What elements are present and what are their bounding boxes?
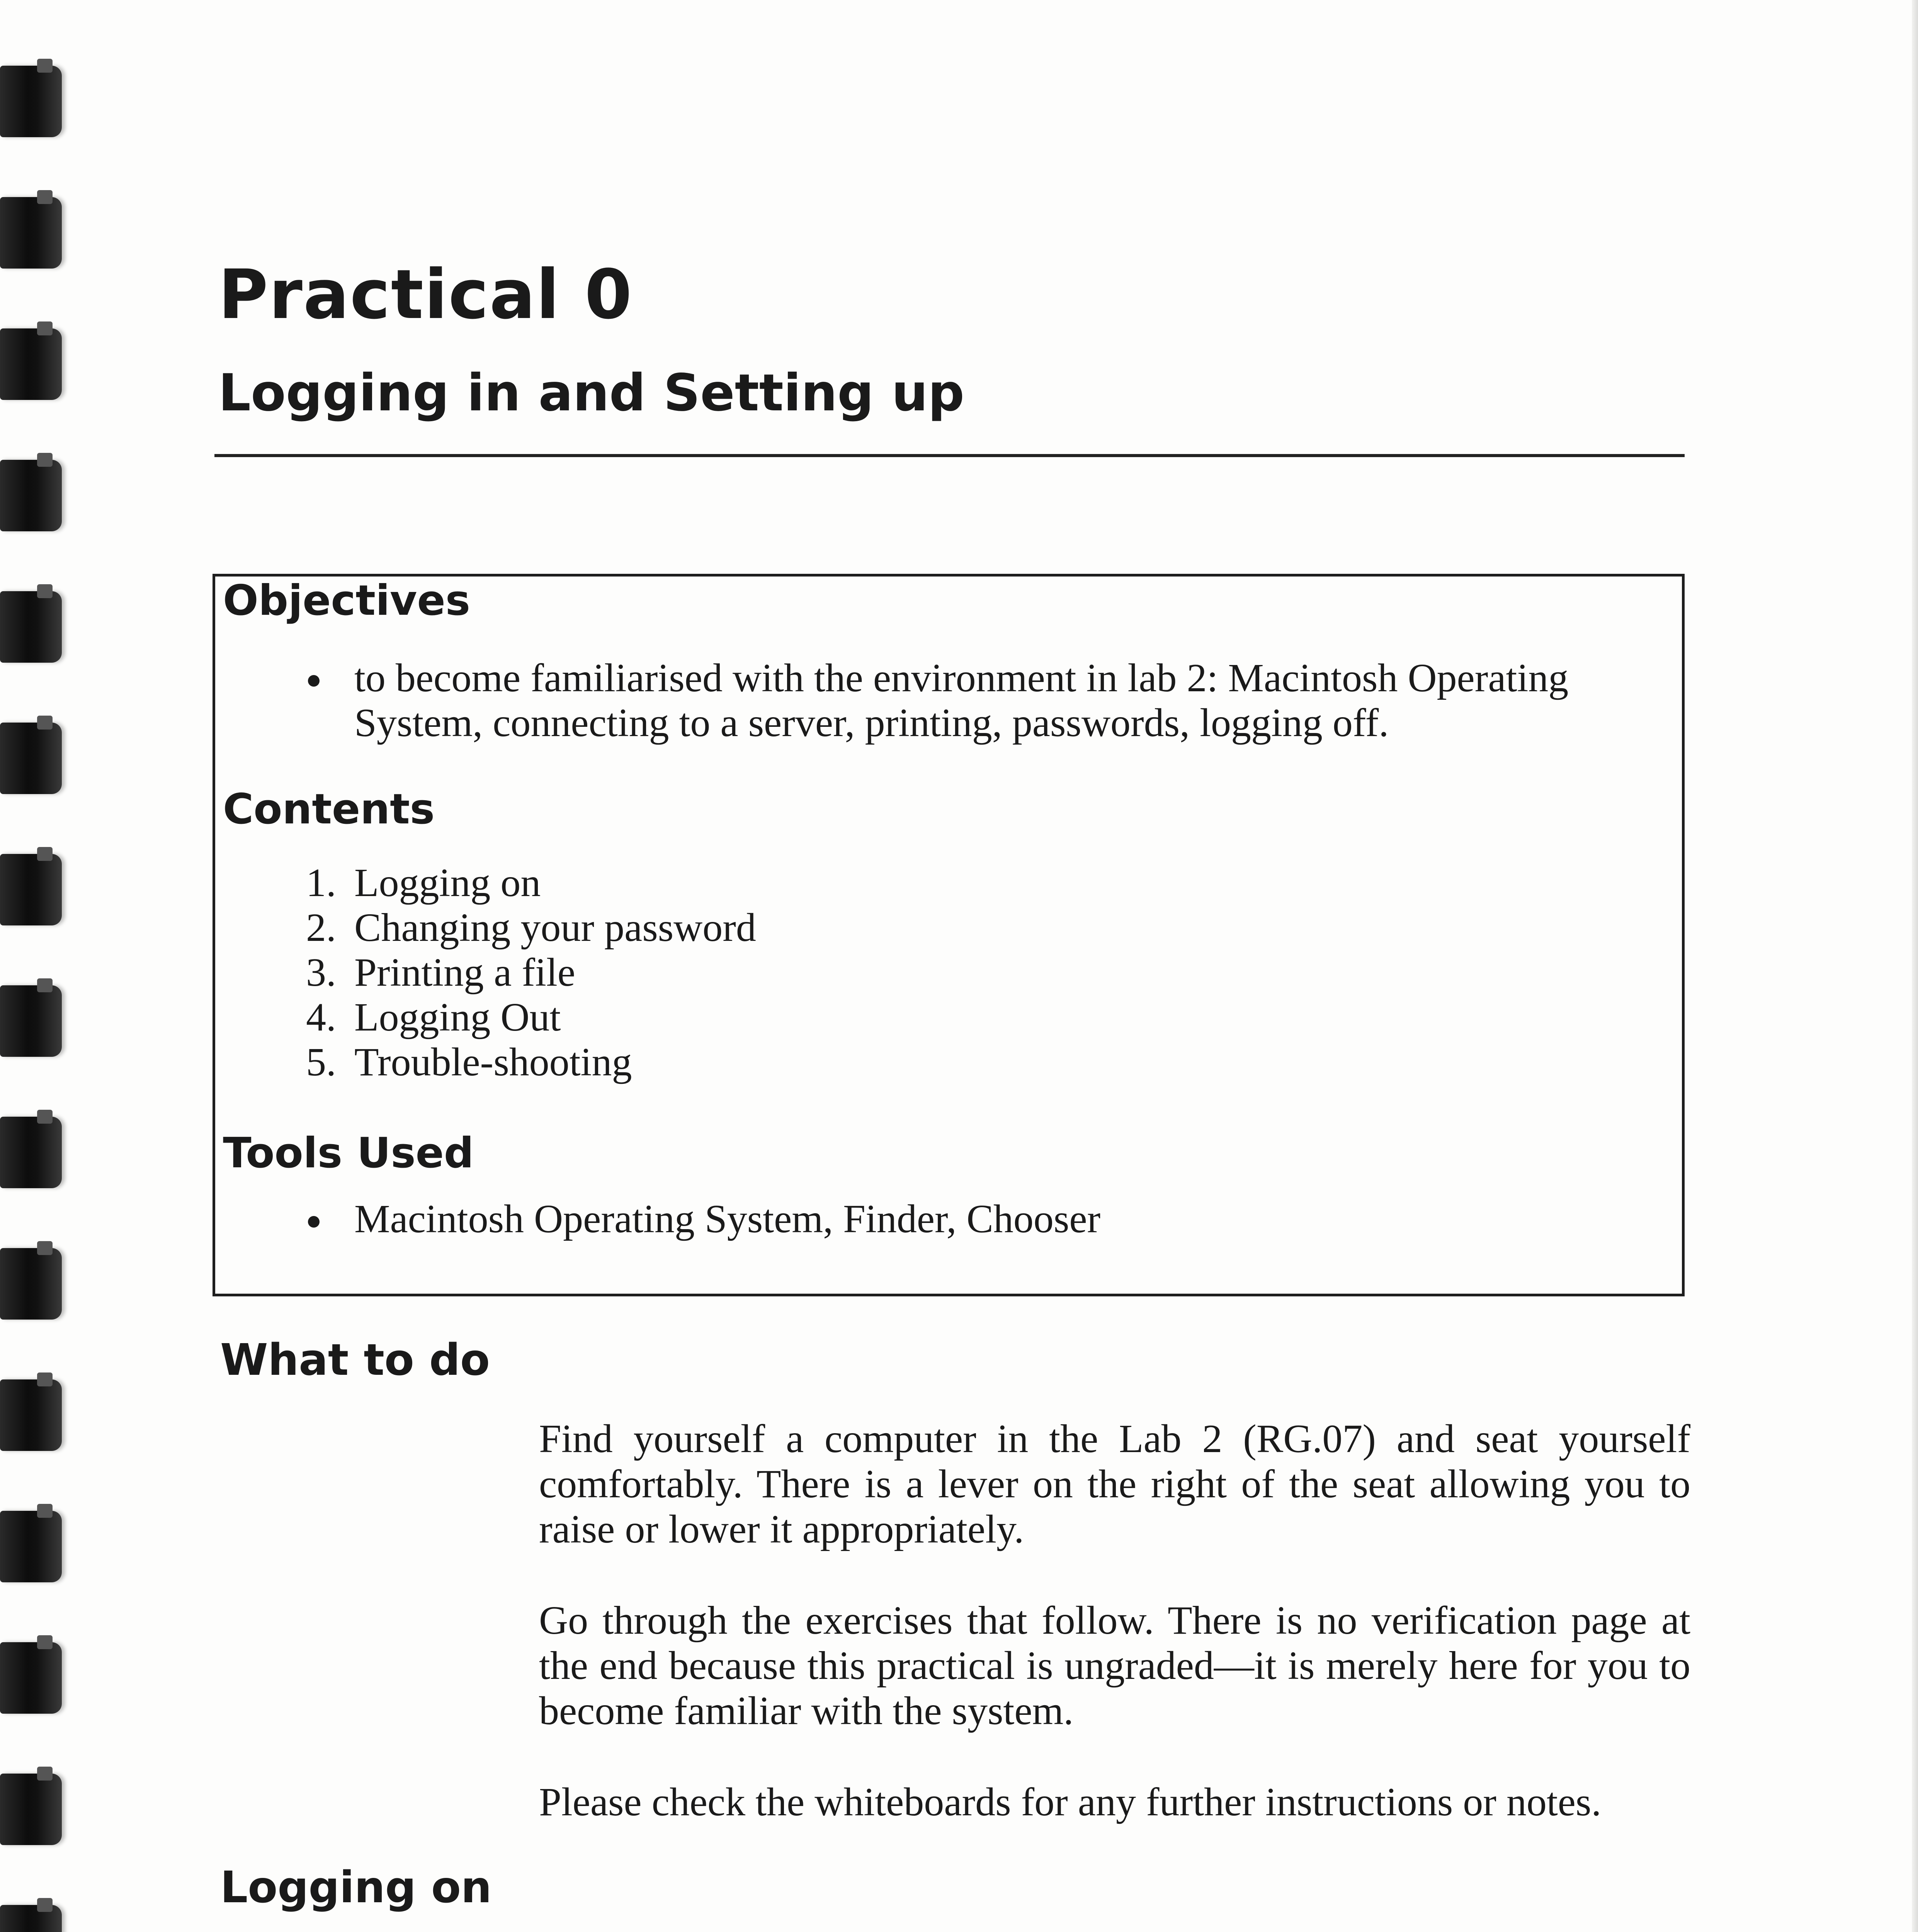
summary-box xyxy=(213,574,1685,1296)
binding-ring xyxy=(0,723,62,794)
binding-ring xyxy=(0,197,62,269)
page-title: Practical 0 xyxy=(218,255,633,334)
bullet-icon xyxy=(308,1216,320,1228)
page-subtitle: Logging in and Setting up xyxy=(218,363,965,423)
binding-ring xyxy=(0,591,62,663)
title-divider xyxy=(214,454,1685,457)
tools-item: Macintosh Operating System, Finder, Chooser xyxy=(354,1197,1101,1241)
logging-on-heading: Logging on xyxy=(220,1862,492,1913)
binding-ring xyxy=(0,460,62,531)
contents-item: Changing your password xyxy=(354,905,756,950)
tools-heading: Tools Used xyxy=(223,1129,474,1177)
what-to-do-heading: What to do xyxy=(220,1335,490,1385)
contents-item: Trouble-shooting xyxy=(354,1040,632,1084)
contents-number: 1. xyxy=(306,861,336,905)
contents-number: 4. xyxy=(306,995,336,1039)
what-to-do-paragraph: Please check the whiteboards for any further instructions or notes. xyxy=(539,1780,1602,1824)
binding-ring xyxy=(0,1905,62,1932)
contents-item: Logging Out xyxy=(354,995,561,1039)
objective-item: to become familiarised with the environment in lab 2: Macintosh Operating System, connecting to a server, printing, passwords, logging off. xyxy=(354,656,1569,745)
binding-ring xyxy=(0,1248,62,1320)
contents-number: 2. xyxy=(306,905,336,950)
binding-ring xyxy=(0,1511,62,1582)
binding-ring xyxy=(0,985,62,1057)
binding-ring xyxy=(0,66,62,137)
page-edge-right xyxy=(1912,0,1918,1932)
contents-heading: Contents xyxy=(223,785,435,833)
what-to-do-paragraph: Go through the exercises that follow. There is no verification page at the end because this practical is ungraded—it is merely here for you to become familiar with the system. xyxy=(539,1598,1690,1733)
binding-ring xyxy=(0,1379,62,1451)
contents-item: Printing a file xyxy=(354,950,575,995)
spiral-binding xyxy=(0,0,73,1932)
binding-ring xyxy=(0,1774,62,1845)
binding-ring xyxy=(0,328,62,400)
contents-number: 3. xyxy=(306,950,336,995)
binding-ring xyxy=(0,854,62,925)
bullet-icon xyxy=(308,675,320,687)
contents-item: Logging on xyxy=(354,861,541,905)
binding-ring xyxy=(0,1642,62,1714)
contents-number: 5. xyxy=(306,1040,336,1084)
objectives-heading: Objectives xyxy=(223,577,470,625)
binding-ring xyxy=(0,1117,62,1188)
what-to-do-paragraph: Find yourself a computer in the Lab 2 (RG.07) and seat yourself comfortably. There is a lever on the right of the seat allowing you to raise or lower it appropriately. xyxy=(539,1417,1690,1551)
